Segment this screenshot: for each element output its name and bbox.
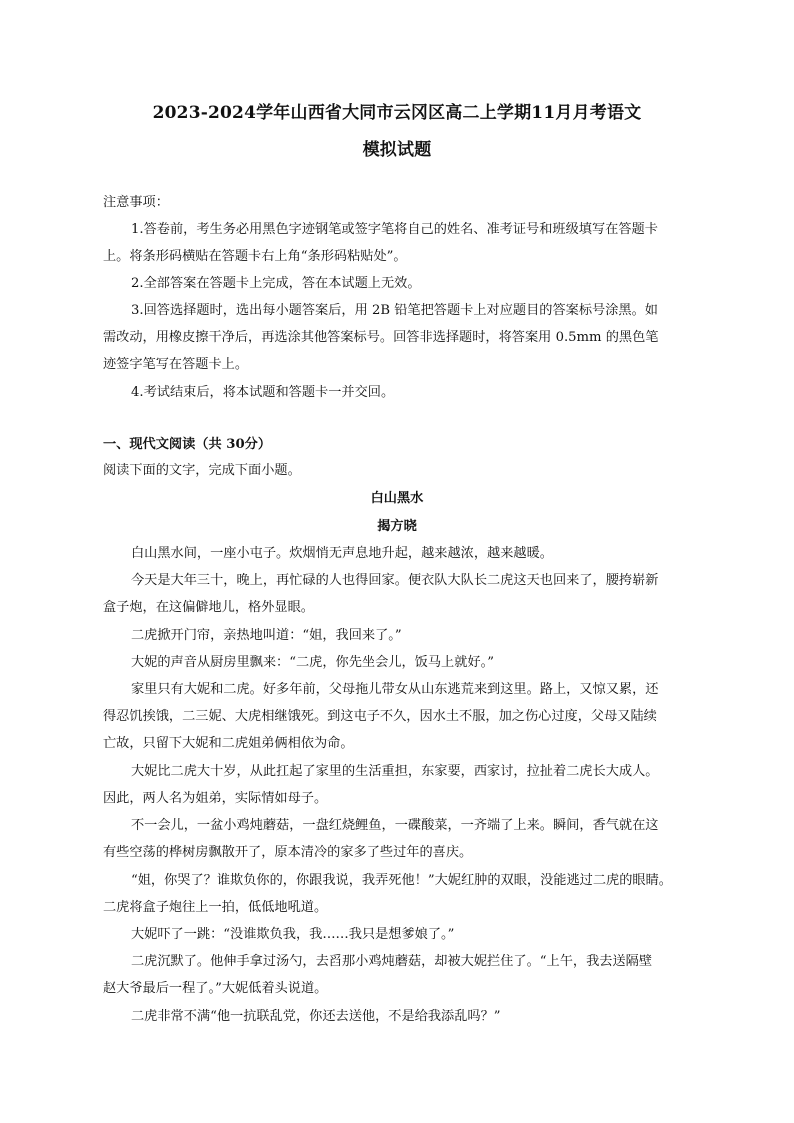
- article-line: 有些空荡的桦树房飘散开了，原本清冷的家多了些过年的喜庆。: [103, 845, 473, 860]
- notice-heading: 注意事项：: [103, 195, 169, 210]
- article-author: 揭方晓: [377, 519, 417, 534]
- article-line: 赵大爷最后一程了。”大妮低着头说道。: [103, 981, 328, 996]
- article-line: 家里只有大妮和二虎。好多年前，父母拖儿带女从山东逃荒来到这里。路上，又惊又累，还: [131, 682, 659, 697]
- notice-line: 上。将条形码横贴在答题卡右上角“条形码粘贴处”。: [103, 249, 407, 264]
- notice-line: 3.回答选择题时，选出每小题答案后，用 2B 铅笔把答题卡上对应题目的答案标号涂黑。如: [131, 303, 658, 318]
- article-line: “姐，你哭了？谁欺负你的，你跟我说，我弄死他！”大妮红肿的双眼，没能逃过二虎的眼睛。: [131, 873, 672, 888]
- notice-line: 1.答卷前，考生务必用黑色字迹钢笔或签字笔将自己的姓名、准考证号和班级填写在答题卡: [131, 222, 658, 237]
- article-line: 不一会儿，一盆小鸡炖蘑菇，一盘红烧鲤鱼，一碟酸菜，一齐端了上来。瞬间，香气就在这: [131, 818, 659, 833]
- exam-subtitle: 模拟试题: [362, 140, 432, 160]
- notice-line: 4.考试结束后，将本试题和答题卡一并交回。: [131, 385, 395, 400]
- article-title: 白山黑水: [370, 491, 424, 506]
- article-line: 大妮比二虎大十岁，从此扛起了家里的生活重担，东家要，西家讨，拉扯着二虎长大成人。: [131, 764, 659, 779]
- article-line: 因此，两人名为姐弟，实际情如母子。: [103, 791, 328, 806]
- section-heading: 一、现代文阅读（共 30分）: [103, 437, 272, 452]
- article-line: 盒子炮，在这偏僻地儿，格外显眼。: [103, 600, 314, 615]
- notice-line: 2.全部答案在答题卡上完成，答在本试题上无效。: [131, 276, 421, 291]
- article-line: 今天是大年三十，晚上，再忙碌的人也得回家。便衣队大队长二虎这天也回来了，腰挎崭新: [131, 573, 659, 588]
- article-line: 二虎沉默了。他伸手拿过汤勺，去舀那小鸡炖蘑菇，却被大妮拦住了。“上午，我去送隔壁: [131, 954, 653, 969]
- section-instruction: 阅读下面的文字，完成下面小题。: [103, 463, 301, 478]
- article-line: 大妮的声音从厨房里飘来：“二虎，你先坐会儿，饭马上就好。”: [131, 655, 494, 670]
- notice-line: 需改动，用橡皮擦干净后，再选涂其他答案标号。回答非选择题时，将答案用 0.5mm 的黑色笔: [103, 330, 659, 345]
- article-line: 二虎将盒子炮往上一拍，低低地吼道。: [103, 900, 328, 915]
- article-line: 二虎掀开门帘，亲热地叫道：“姐，我回来了。”: [131, 628, 402, 643]
- article-line: 亡故，只留下大妮和二虎姐弟俩相依为命。: [103, 736, 354, 751]
- article-line: 大妮吓了一跳：“没谁欺负我，我……我只是想爹娘了。”: [131, 927, 455, 942]
- notice-line: 迹签字笔写在答题卡上。: [103, 357, 249, 372]
- exam-title: 2023-2024学年山西省大同市云冈区高二上学期11月月考语文: [152, 103, 642, 123]
- article-line: 白山黑水间，一座小屯子。炊烟悄无声息地升起，越来越浓，越来越暖。: [131, 546, 553, 561]
- article-line: 二虎非常不满“他一抗联乱党，你还去送他，不是给我添乱吗？”: [131, 1009, 501, 1024]
- article-line: 得忍饥挨饿，二三妮、大虎相继饿死。到这屯子不久，因水土不服，加之伤心过度，父母又陆续: [103, 709, 657, 724]
